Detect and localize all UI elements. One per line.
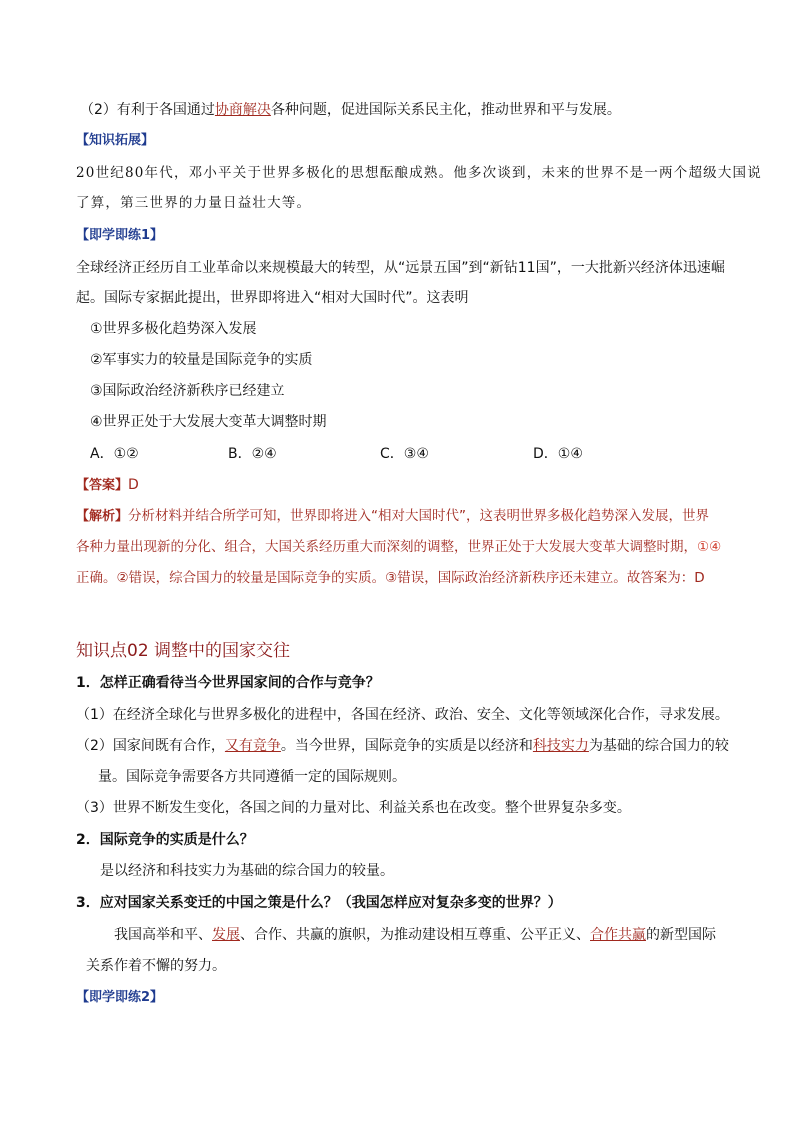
section-2-title: 知识点02 调整中的国家交往 bbox=[76, 641, 291, 661]
option-3: ③国际政治经济新秩序已经建立 bbox=[90, 383, 285, 399]
answer-label: 【答案】 bbox=[76, 478, 129, 493]
analysis-line-2: 各种力量出现新的分化、组合，大国关系经历重大而深刻的调整，世界正处于大发展大变革大调整时期，①④ bbox=[76, 539, 722, 555]
practice-1-label: 【即学即练1】 bbox=[76, 228, 164, 243]
paragraph-benefit-2: （2）有利于各国通过协商解决各种问题，促进国际关系民主化，推动世界和平与发展。 bbox=[80, 102, 621, 118]
answer-value: D bbox=[128, 477, 139, 493]
extension-text-line-1: 20世纪80年代，邓小平关于世界多极化的思想酝酿成熟。他多次谈到，未来的世界不是一两个超级大国说 bbox=[76, 165, 762, 181]
qa1-point-1: （1）在经济全球化与世界多极化的进程中，各国在经济、政治、安全、文化等领域深化合作，寻求发展。 bbox=[76, 707, 729, 723]
qa3-answer-line-1: 我国高举和平、发展、合作、共赢的旗帜，为推动建设相互尊重、公平正义、合作共赢的新型国际 bbox=[114, 927, 716, 943]
answer-row bbox=[76, 475, 139, 496]
practice-2-label: 【即学即练2】 bbox=[76, 990, 164, 1005]
underlined-term: 发展 bbox=[212, 927, 240, 943]
analysis-line-3: 正确。②错误，综合国力的较量是国际竞争的实质。③错误，国际政治经济新秩序还未建立。故答案为：D bbox=[76, 570, 705, 586]
underlined-term: 合作共赢 bbox=[590, 927, 646, 943]
knowledge-extension-label: 【知识拓展】 bbox=[76, 133, 155, 148]
qa2-question: 2．国际竞争的实质是什么？ bbox=[76, 832, 254, 848]
qa2-answer: 是以经济和科技实力为基础的综合国力的较量。 bbox=[100, 863, 394, 879]
qa1-point-2: （2）国家间既有合作，又有竞争。当今世界，国际竞争的实质是以经济和科技实力为基础的综合国力的较 bbox=[76, 738, 729, 754]
qa1-question: 1．怎样正确看待当今世界国家间的合作与竞争？ bbox=[76, 675, 380, 691]
qa1-point-2-cont: 量。国际竞争需要各方共同遵循一定的国际规则。 bbox=[98, 769, 406, 785]
underlined-term: 又有竞争 bbox=[224, 738, 281, 754]
underlined-term: 协商解决 bbox=[214, 102, 271, 118]
choice-d: D．①④ bbox=[533, 446, 583, 462]
qa1-point-3: （3）世界不断发生变化，各国之间的力量对比、利益关系也在改变。整个世界复杂多变。 bbox=[76, 800, 631, 816]
choice-b: B．②④ bbox=[228, 446, 277, 462]
extension-text-line-2: 了算，第三世界的力量日益壮大等。 bbox=[76, 195, 312, 211]
option-2: ②军事实力的较量是国际竞争的实质 bbox=[90, 352, 313, 368]
analysis-label: 【解析】 bbox=[76, 509, 129, 524]
qa3-answer-line-2: 关系作着不懈的努力。 bbox=[86, 958, 226, 974]
question-1-line-1: 全球经济正经历自工业革命以来规模最大的转型，从“远景五国”到“新钻11国”，一大批新兴经济体迅速崛 bbox=[76, 260, 725, 276]
option-4: ④世界正处于大发展大变革大调整时期 bbox=[90, 414, 327, 430]
qa3-question: 3．应对国家关系变迁的中国之策是什么？（我国怎样应对复杂多变的世界？） bbox=[76, 895, 562, 911]
choice-a: A．①② bbox=[90, 446, 139, 462]
analysis-line-1: 【解析】分析材料并结合所学可知，世界即将进入“相对大国时代”，这表明世界多极化趋势深入发展，世界 bbox=[76, 508, 710, 524]
choice-c: C．③④ bbox=[380, 446, 429, 462]
question-1-line-2: 起。国际专家据此提出，世界即将进入“相对大国时代”。这表明 bbox=[76, 290, 469, 306]
underlined-term: 科技实力 bbox=[532, 738, 589, 754]
option-1: ①世界多极化趋势深入发展 bbox=[90, 321, 257, 337]
